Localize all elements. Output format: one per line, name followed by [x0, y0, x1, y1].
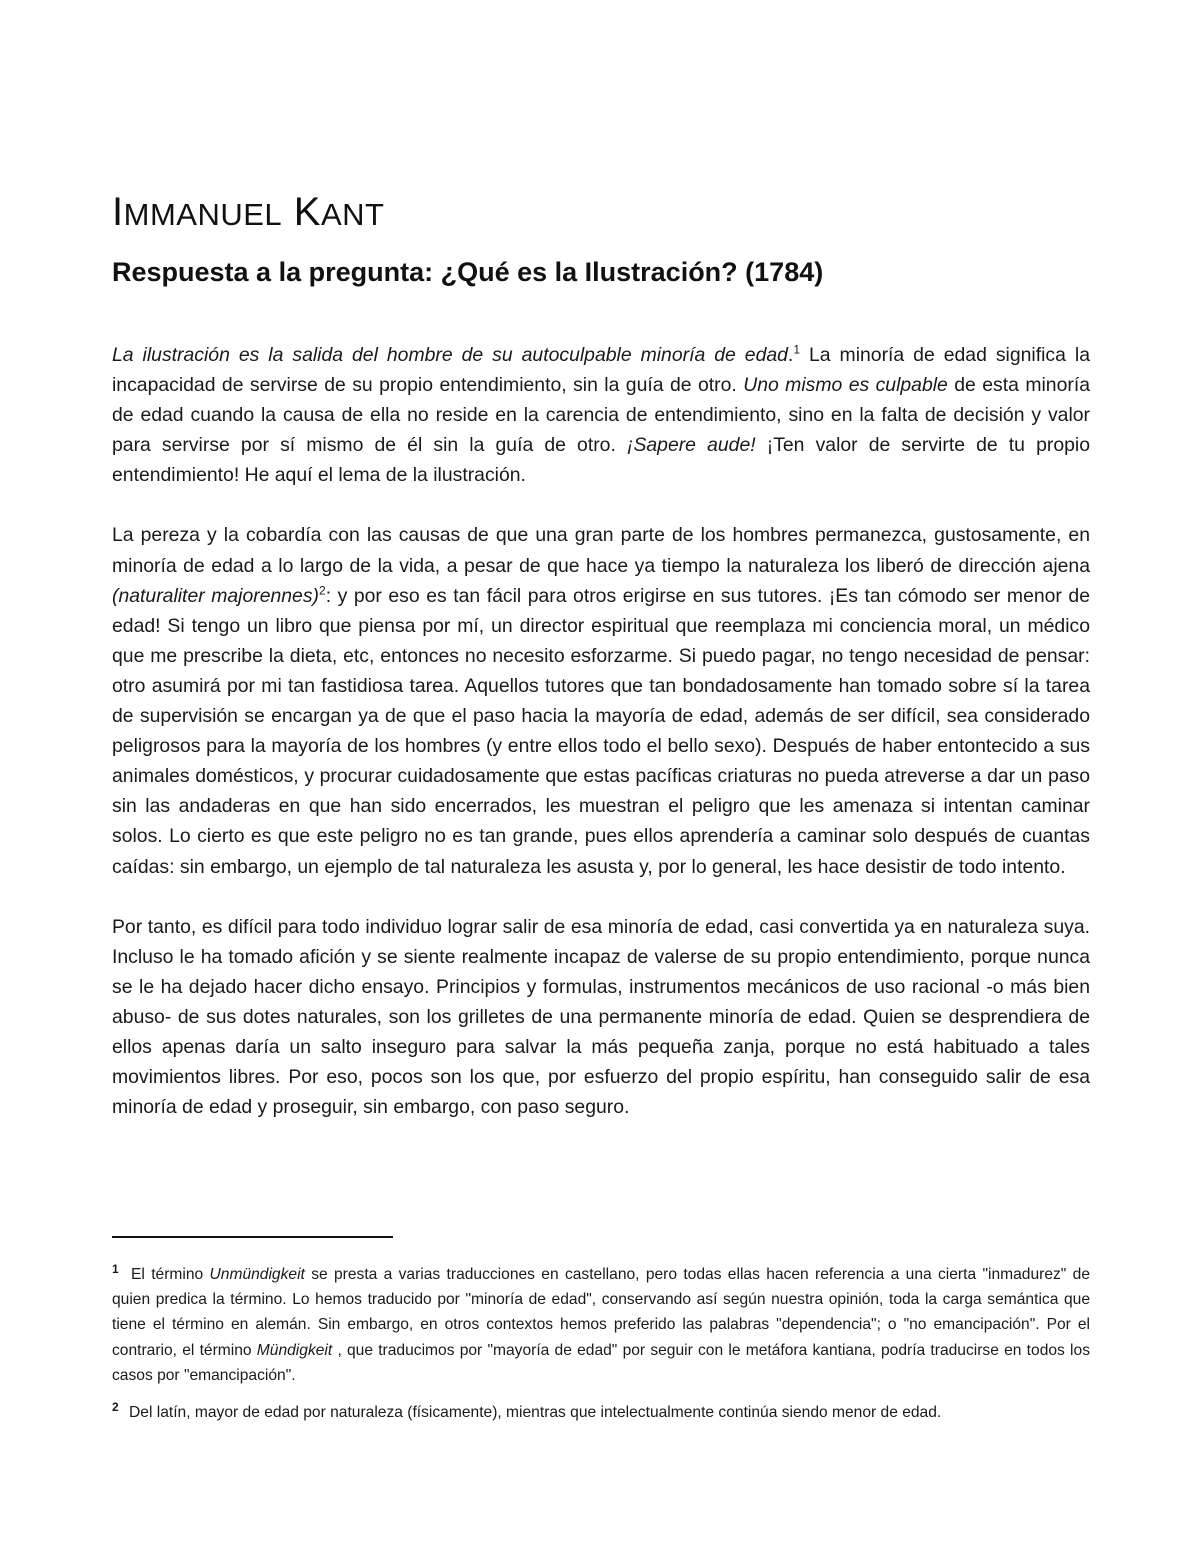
paragraph-2-text: : y por eso es tan fácil para otros erigirse en sus tutores. ¡Es tan cómodo ser menor de edad! Si tengo un libro que piensa por mí, un director espiritual que reemplaza mi conciencia moral, un médico que me prescribe la dieta, etc, entonces no necesito esforzarme. Si puedo pagar, no tengo necesidad de pensar: otro asumirá por mi tan fastidiosa tarea. Aquellos tutores que tan bondadosamente han tomado sobre sí la tarea de supervisión se encargan ya de que el paso hacia la mayoría de edad, además de ser difícil, sea considerado peligrosos para la mayoría de los hombres (y entre ellos todo el bello sexo). Después de haber entontecido a sus animales domésticos, y procurar cuidadosamente que estas pacíficas criaturas no pueda atreverse a dar un paso sin las andaderas en que han sido encerrados, les muestran el peligro que les amenaza si intentan caminar solos. Lo cierto es que este peligro no es tan grande, pues ellos aprendería a caminar solo después de cuantas caídas: sin embargo, un ejemplo de tal naturaleza les asusta y, por lo general, les hace desistir de todo intento. — [112, 584, 1090, 878]
paragraph-1-text: . — [787, 344, 794, 366]
paragraph-1-text: ¡Ten valor de servirte de tu propio entendimiento! He aquí el lema de la ilustración. — [112, 434, 1090, 487]
paragraph-3: Por tanto, es difícil para todo individuo lograr salir de esa minoría de edad, casi convertida ya en naturaleza suya. Incluso le ha tomado afición y se siente realmente incapaz de valerse de su propio entendimiento, porque nunca se le ha dejado hacer dicho ensayo. Principios y formulas, instrumentos mecánicos de uso racional -o más bien abuso- de sus dotes naturales, son los grilletes de una permanente minoría de edad. Quien se desprendiera de ellos apenas daría un salto inseguro para salvar la más pequeña zanja, porque no está habituado a tales movimientos libres. Por eso, pocos son los que, por esfuerzo del propio espíritu, han conseguido salir de esa minoría de edad y proseguir, sin embargo, con paso seguro. — [112, 915, 1090, 1119]
footnote-1-italic-term: Mündigkeit — [256, 1341, 333, 1359]
footnotes — [112, 1262, 1090, 1437]
paragraph-2-italic-latin: (naturaliter majorennes) — [112, 584, 319, 607]
footnote-2-number: 2 — [112, 1399, 119, 1414]
paragraph-1-text: de esta minoría de edad cuando la causa de ella no reside en la carencia de entendimiento, sino en la falta de decisión y valor para servirse por sí mismo de él sin la guía de otro. — [112, 374, 1090, 457]
footnote-1-text: se presta a varias traducciones en castellano, pero todas ellas hacen referencia a una cierta "inmadurez" de quien predica la término. Lo hemos traducido por "minoría de edad", conservando así según nuestra opinión, toda la carga semántica que tiene el término en alemán. Sin embargo, en otros contextos hemos preferido las palabras "dependencia"; o "no emancipación". Por el contrario, el término — [112, 1266, 1090, 1359]
document-subtitle: Respuesta a la pregunta: ¿Qué es la Ilustración? (1784) — [112, 257, 824, 287]
body-text — [112, 340, 1090, 1152]
footnote-1-number: 1 — [112, 1261, 119, 1276]
footnote-2-text: Del latín, mayor de edad por naturaleza (físicamente), mientras que intelectualmente continúa siendo menor de edad. — [124, 1404, 942, 1422]
paragraph-2 — [112, 520, 1090, 881]
author-heading — [112, 188, 384, 239]
paragraph-1-text: La minoría de edad significa la incapacidad de servirse de su propio entendimiento, sin la guía de otro. — [112, 344, 1090, 397]
author-first-rest: MMANUEL — [123, 197, 283, 232]
footnote-1-text: El término — [124, 1266, 210, 1283]
footnote-ref-1[interactable]: 1 — [793, 342, 800, 357]
footnote-1-italic-term: Unmündigkeit — [209, 1266, 305, 1283]
author-last-rest: ANT — [320, 197, 385, 232]
author-first-initial: I — [112, 190, 124, 234]
footnote-ref-2[interactable]: 2 — [319, 583, 326, 598]
footnote-2 — [112, 1400, 1090, 1425]
paragraph-1 — [112, 340, 1090, 490]
footnote-1-text: , que traducimos por "mayoría de edad" por seguir con le metáfora kantiana, podría traducirse en todos los casos por "emancipación". — [112, 1341, 1090, 1384]
paragraph-1-italic-culpable: Uno mismo es culpable — [743, 374, 948, 397]
footnote-separator — [112, 1236, 393, 1238]
author-last-initial: K — [293, 190, 321, 234]
paragraph-1-italic-sapere-aude: ¡Sapere aude! — [626, 434, 756, 457]
footnote-1 — [112, 1262, 1090, 1388]
paragraph-1-italic-definition: La ilustración es la salida del hombre de su autoculpable minoría de edad — [112, 344, 788, 366]
paragraph-2-text: La pereza y la cobardía con las causas de que una gran parte de los hombres permanezca, gustosamente, en minoría de edad a lo largo de la vida, a pesar de que hace ya tiempo la naturaleza los liberó de dirección ajena — [112, 524, 1090, 577]
